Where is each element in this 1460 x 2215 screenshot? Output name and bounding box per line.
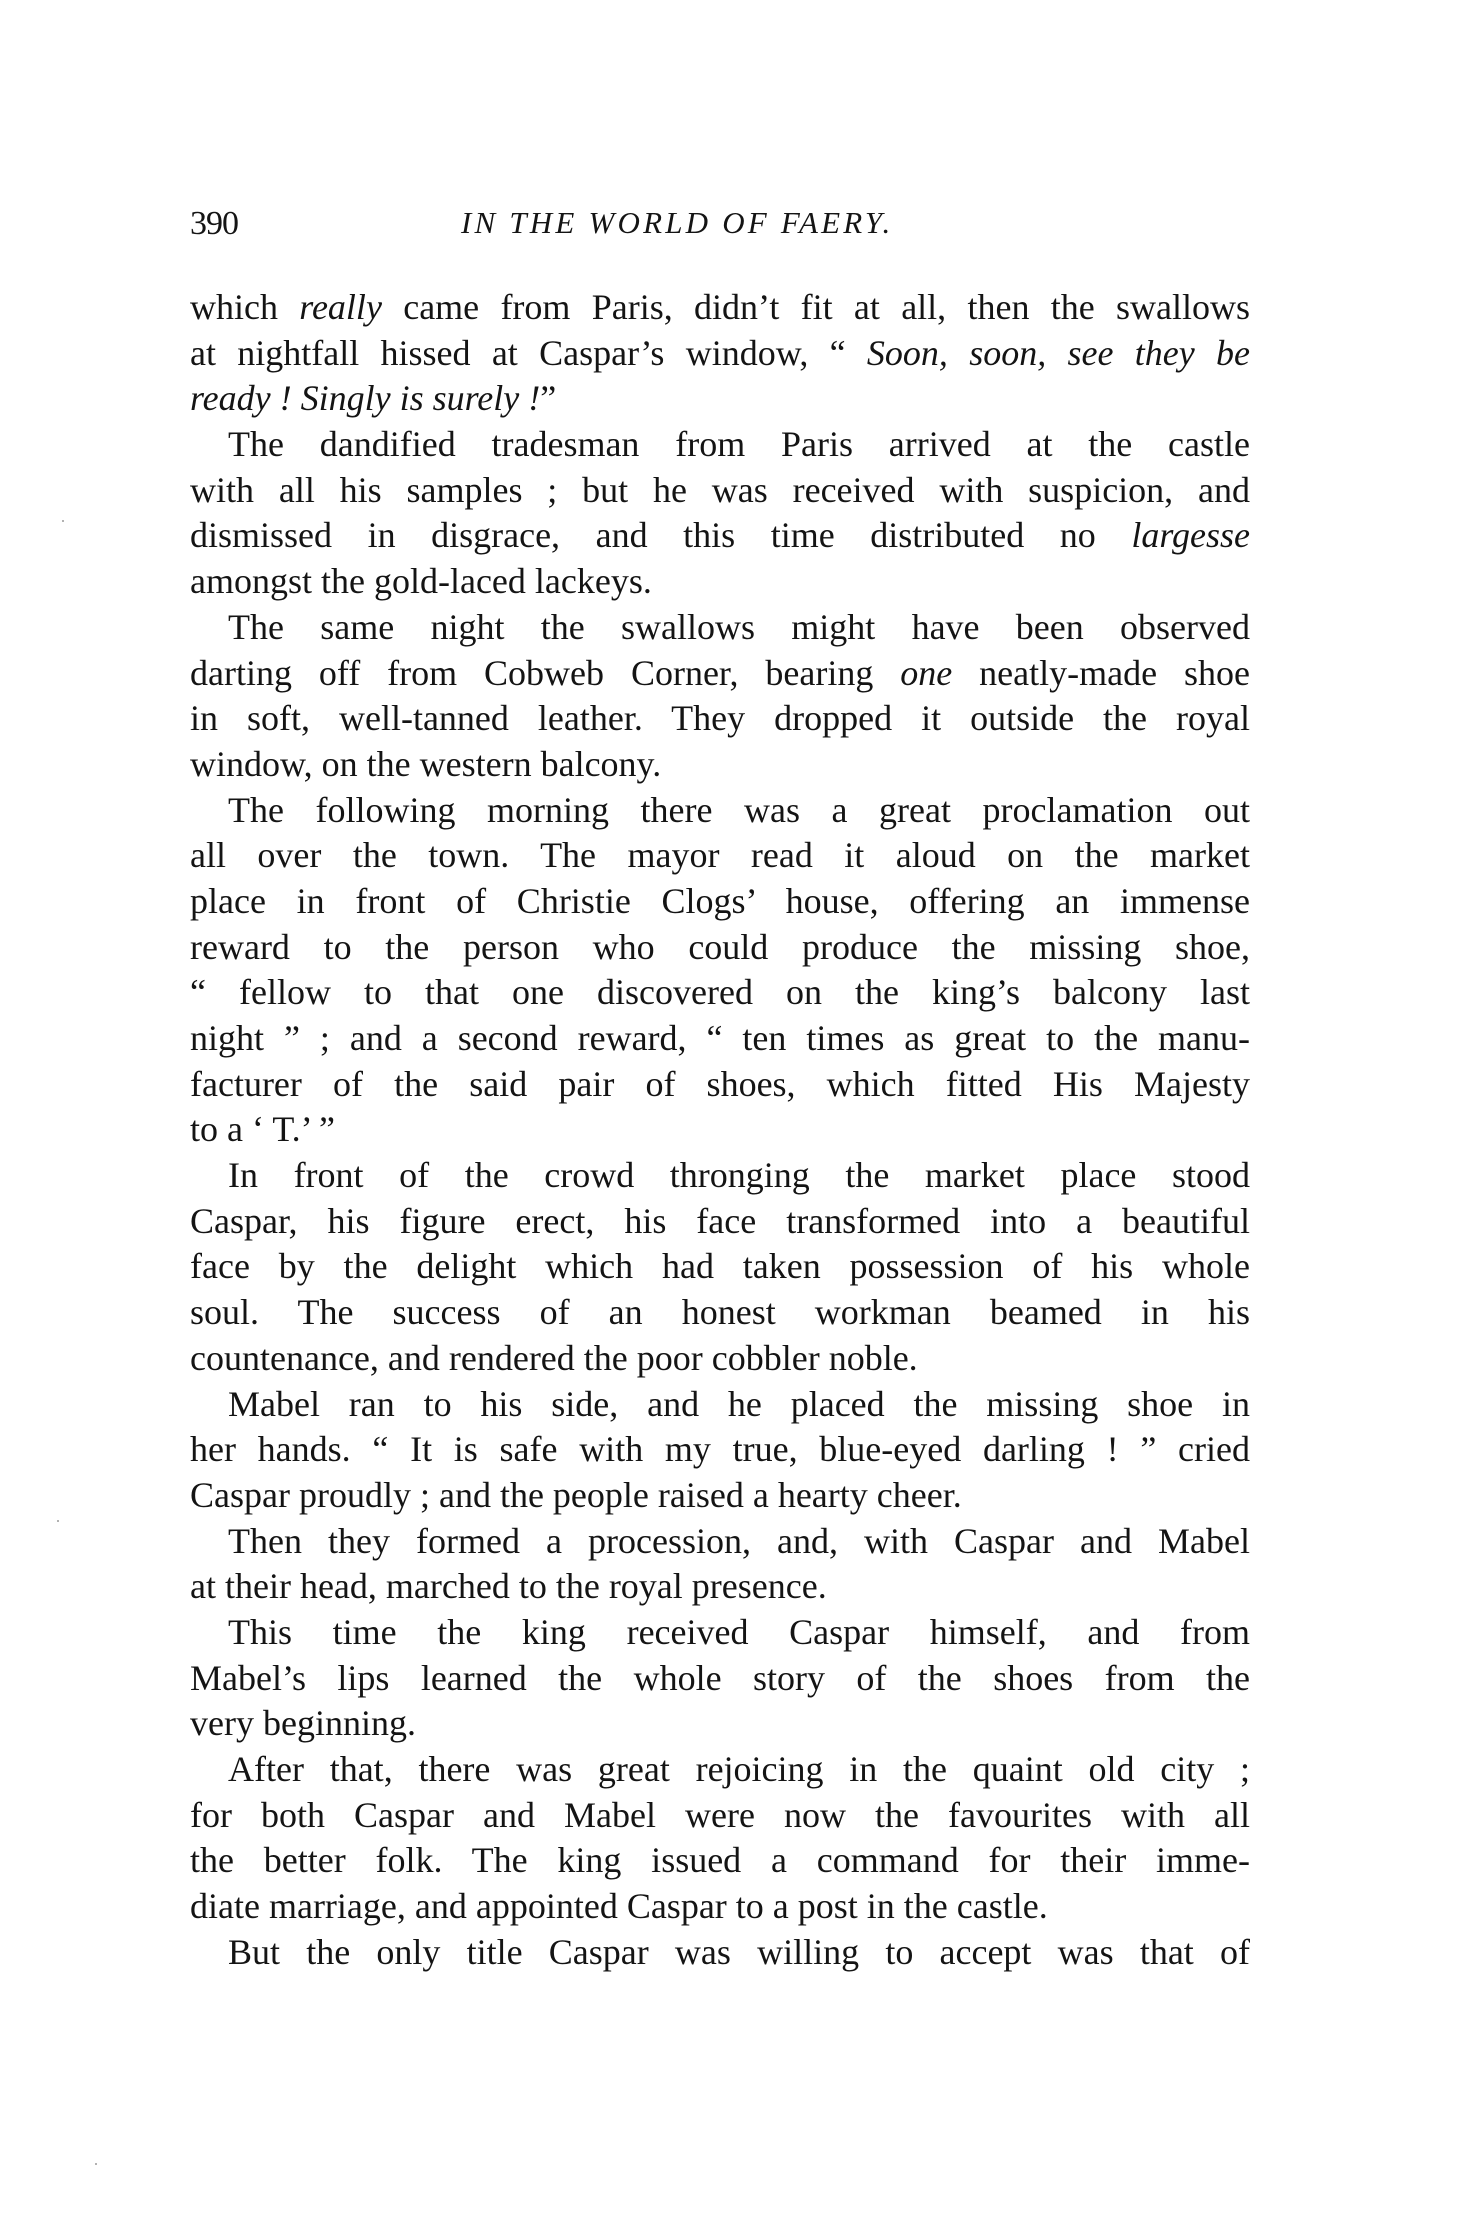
paragraph-first-line	[190, 788, 1250, 834]
text-run: came from Paris, didn’t fit at all, then the swallows	[381, 287, 1251, 327]
text-line	[190, 285, 1250, 331]
text-line	[190, 1062, 1250, 1108]
paragraph-first-line	[190, 1382, 1250, 1428]
text-line	[190, 651, 1250, 697]
text-line	[190, 1473, 1250, 1519]
text-line	[190, 1107, 1250, 1153]
italic-text: really	[299, 287, 382, 327]
text-run: the better folk. The king issued a command for their imme-	[190, 1840, 1250, 1881]
paragraph-first-line	[190, 1519, 1250, 1565]
text-run: amongst the gold-laced lackeys.	[190, 561, 652, 602]
text-line	[190, 1838, 1250, 1884]
italic-text: one	[900, 652, 953, 693]
text-run: soul. The success of an honest workman beamed in his	[190, 1292, 1250, 1333]
page-number: 390	[190, 205, 238, 242]
text-run: countenance, and rendered the poor cobbler noble.	[190, 1337, 918, 1378]
paragraph-first-line	[190, 1610, 1250, 1656]
text-run: facturer of the said pair of shoes, which fitted His Majesty	[190, 1063, 1250, 1104]
text-run: darting off from Cobweb Corner, bearing	[190, 652, 901, 693]
running-header	[190, 200, 1250, 246]
scan-speck	[57, 1520, 59, 1522]
text-line	[190, 559, 1250, 605]
text-line	[190, 1793, 1250, 1839]
paragraph-first-line	[190, 422, 1250, 468]
scan-speck	[62, 520, 64, 522]
paragraph-first-line	[190, 1747, 1250, 1793]
text-line	[190, 742, 1250, 788]
text-run: Then they formed a procession, and, with Caspar and Mabel	[228, 1520, 1250, 1561]
text-run: In front of the crowd thronging the market place stood	[228, 1155, 1250, 1196]
paragraph-first-line	[190, 605, 1250, 651]
text-run: for both Caspar and Mabel were now the favourites with all	[190, 1794, 1250, 1835]
text-line	[190, 925, 1250, 971]
text-line	[190, 696, 1250, 742]
text-line	[190, 1199, 1250, 1245]
text-run: Mabel ran to his side, and he placed the missing shoe in	[228, 1383, 1250, 1424]
running-head-title: IN THE WORLD OF FAERY.	[461, 205, 894, 240]
text-run: This time the king received Caspar himself, and from	[228, 1611, 1250, 1652]
text-line	[190, 468, 1250, 514]
text-line	[190, 879, 1250, 925]
text-line	[190, 1884, 1250, 1930]
text-run: in soft, well-tanned leather. They dropped it outside the royal	[190, 698, 1250, 739]
paragraph-first-line	[190, 1153, 1250, 1199]
text-line	[190, 970, 1250, 1016]
text-run: her hands. “ It is safe with my true, blue-eyed darling ! ” cried	[190, 1429, 1250, 1470]
text-run: Caspar, his figure erect, his face transformed into a beautiful	[190, 1200, 1250, 1241]
text-run: “ fellow to that one discovered on the king’s balcony last	[190, 972, 1250, 1013]
text-line	[190, 513, 1250, 559]
italic-text: ready ! Singly is surely !	[190, 378, 541, 419]
text-run: face by the delight which had taken possession of his whole	[190, 1246, 1250, 1287]
text-line	[190, 1656, 1250, 1702]
text-run: at their head, marched to the royal presence.	[190, 1566, 827, 1607]
text-line	[190, 1290, 1250, 1336]
text-line	[190, 1564, 1250, 1610]
text-run: at nightfall hissed at Caspar’s window, “	[190, 332, 867, 373]
text-run: with all his samples ; but he was received with suspicion, and	[190, 469, 1250, 510]
text-run: very beginning.	[190, 1703, 416, 1744]
text-run: ”	[540, 378, 557, 419]
text-run: reward to the person who could produce the missing shoe,	[190, 926, 1250, 967]
text-run: which	[190, 287, 300, 327]
italic-text: largesse	[1131, 515, 1250, 556]
text-run: The dandified tradesman from Paris arrived at the castle	[228, 424, 1250, 465]
text-run: place in front of Christie Clogs’ house, offering an immense	[190, 880, 1250, 921]
text-run: neatly-made shoe	[952, 652, 1250, 693]
text-line	[190, 331, 1250, 377]
text-run: to a ‘ T.’ ”	[190, 1109, 335, 1150]
text-line	[190, 1701, 1250, 1747]
text-line	[190, 376, 1250, 422]
text-run: diate marriage, and appointed Caspar to a post in the castle.	[190, 1886, 1048, 1927]
body-text	[190, 285, 1250, 1975]
text-line	[190, 1016, 1250, 1062]
text-run: The same night the swallows might have been observed	[228, 606, 1250, 647]
scan-speck	[95, 2163, 97, 2165]
text-run: all over the town. The mayor read it aloud on the market	[190, 835, 1250, 876]
text-run: window, on the western balcony.	[190, 743, 662, 784]
text-line	[190, 1427, 1250, 1473]
text-line	[190, 833, 1250, 879]
text-run: night ” ; and a second reward, “ ten times as great to the manu-	[190, 1018, 1250, 1058]
text-run: Mabel’s lips learned the whole story of the shoes from the	[190, 1657, 1250, 1698]
text-run: Caspar proudly ; and the people raised a hearty cheer.	[190, 1474, 962, 1515]
text-line	[190, 1244, 1250, 1290]
text-run: But the only title Caspar was willing to accept was that of	[228, 1931, 1250, 1972]
text-run: dismissed in disgrace, and this time distributed no	[190, 515, 1132, 556]
text-run: The following morning there was a great proclamation out	[228, 789, 1250, 830]
italic-text: Soon, soon, see they be	[866, 332, 1250, 373]
text-run: After that, there was great rejoicing in the quaint old city ;	[228, 1749, 1250, 1789]
paragraph-first-line	[190, 1930, 1250, 1976]
text-line	[190, 1336, 1250, 1382]
